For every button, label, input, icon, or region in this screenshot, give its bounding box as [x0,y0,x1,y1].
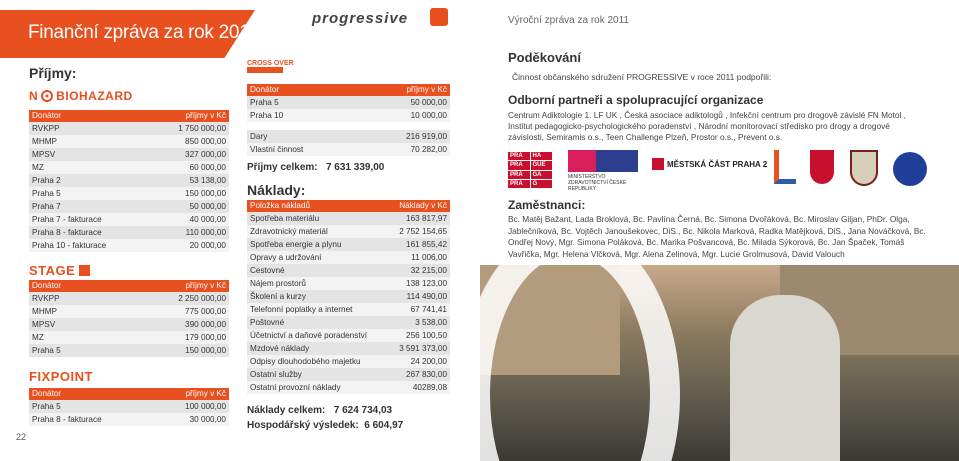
row-value: 30 000,00 [152,413,229,426]
header-value: Náklady v Kč [388,200,450,212]
row-value: 2 752 154,65 [388,225,450,238]
page-number: 22 [16,432,27,442]
row-label: Praha 8 - fakturace [29,413,152,426]
row-label: Praha 10 [247,109,340,122]
row-label: Praha 5 [247,96,340,109]
row-value: 216 919,00 [360,130,450,143]
row-value: 1 750 000,00 [149,122,229,135]
crossover-label: CROSS OVER [247,60,294,67]
crossover-logo-icon [247,67,283,73]
praha-logo-cell: PRA [508,152,530,160]
table-row [247,277,450,290]
row-value: 327 000,00 [149,148,229,161]
employees-heading: Zaměstnanci: [508,198,586,212]
brand-wordmark: progressive [312,10,409,27]
row-value: 850 000,00 [149,135,229,148]
mz-logo-icon [568,150,638,172]
mz-logo-text: MINISTERSTVO ZDRAVOTNICTVÍ ČESKÉ REPUBLIKY [568,174,627,192]
row-label: Opravy a udržování [247,251,388,264]
row-value: 67 741,41 [388,303,450,316]
prijmy-total [247,162,384,173]
table-row [247,290,450,303]
naklady-total [247,405,392,416]
employees-text: Bc. Matěj Bažant, Lada Broklová, Bc. Pavlína Černá, Bc. Simona Dvořáková, Bc. Miroslav Giljan, PhDr. Olga, Jablečníková, Bc. Vojtěch Janoušekovec, DiS., Bc. Nikola Marková, Radka Matějková, DiS., Jana Nováčková, Bc. Ondřej Nový, Mgr. Simona Poláková, Bc. Marika Pošvancová, Bc. Milada Sýkorová, Bc. Jan Špaček, Tomáš Vavřička, Mgr. Helena Vlčková, Mgr. Alena Zelinová, Mgr. Lucie Grolmusová, David Valouch [508,214,926,259]
table-row [29,122,229,135]
row-label: Spotřeba materiálu [247,212,388,225]
praha-logo-cell: PRA [508,161,530,169]
row-value: 256 100,50 [388,329,450,342]
row-value: 179 000,00 [108,331,229,344]
row-value: 267 830,00 [388,368,450,381]
table-header [29,110,229,122]
row-label: RVKPP [29,292,108,305]
row-label: MZ [29,161,149,174]
praha-logo-cell: PRA [508,171,530,179]
praha-logo-cell: GUE [531,161,553,169]
row-label: Účetnictví a daňové poradenství [247,329,388,342]
naklady-table [247,200,450,394]
row-label: Cestovné [247,264,388,277]
coat-of-arms-2-icon [850,150,878,186]
table-row [247,251,450,264]
naklady-heading: Náklady: [247,182,306,198]
row-label: Praha 5 [29,400,152,413]
table-row [247,303,450,316]
row-label: Ostatní provozní náklady [247,381,388,394]
table-row [247,96,450,109]
table-row [247,381,450,394]
table-row [247,143,450,156]
row-label: Praha 5 [29,187,149,200]
header-value: příjmy v Kč [149,110,229,122]
table-header [29,388,229,400]
row-label: Spotřeba energie a plynu [247,238,388,251]
header-value: příjmy v Kč [108,280,229,292]
praha-logo-cell: PRA [508,180,530,188]
page-title: Finanční zpráva za rok 2011 [28,22,259,43]
row-value: 390 000,00 [108,318,229,331]
podekovani-intro: Činnost občanského sdružení PROGRESSIVE v roce 2011 podpořili: [512,72,772,82]
table-row [29,187,229,200]
crossover-extra-table [247,130,450,156]
praha-logo-cell: HA [531,152,553,160]
fixpoint-label: FIXPOINT [29,369,93,384]
table-row [247,355,450,368]
brand-logo-icon [430,8,448,26]
table-row [29,148,229,161]
row-value: 3 591 373,00 [388,342,450,355]
row-value: 138 123,00 [388,277,450,290]
row-value: 150 000,00 [108,344,229,357]
row-value: 70 282,00 [360,143,450,156]
prijmy-total-label: Příjmy celkem: [247,162,318,173]
biohazard-label: BIOHAZARD [56,89,133,103]
row-label: MPSV [29,318,108,331]
table-row [247,130,450,143]
row-value: 60 000,00 [149,161,229,174]
stage-logo [29,263,90,278]
row-label: Zdravotnický materiál [247,225,388,238]
stage-table [29,280,229,357]
header-value: příjmy v Kč [152,388,229,400]
partner-logo-icon [774,150,796,184]
header-label: Donátor [29,388,152,400]
partners-text: Centrum Adiktologie 1. LF UK , Česká asociace adiktologů , Infekční centrum pro drogově závislé FN Motol , Institut pedagogicko-psychologického poradenství , Národní monitorovací středisko pro drogy a drogové závislosti, Semiramis o.s., Teen Challenge Plzeň, Prostor o.s., Prevent o.s. [508,110,906,142]
table-row [247,225,450,238]
row-label: Odpisy dlouhodobého majetku [247,355,388,368]
row-value: 3 538,00 [388,316,450,329]
biohazard-table [29,110,229,252]
row-value: 775 000,00 [108,305,229,318]
biohazard-icon [41,90,53,102]
row-value: 32 215,00 [388,264,450,277]
naklady-total-label: Náklady celkem: [247,405,326,416]
hosp-vysledek-label: Hospodářský výsledek: [247,420,359,431]
praha-logo-cell: GA [531,171,553,179]
table-row [247,316,450,329]
table-row [247,342,450,355]
naklady-total-value: 7 624 734,03 [333,405,393,416]
row-label: Praha 5 [29,344,108,357]
row-label: Vlastní činnost [247,143,360,156]
table-header [29,280,229,292]
stage-icon [79,265,90,276]
team-photo [480,265,959,461]
table-row [29,161,229,174]
mz-logo [568,150,638,190]
row-label: Praha 2 [29,174,149,187]
header-label: Donátor [29,280,108,292]
row-value: 2 250 000,00 [108,292,229,305]
prijmy-heading: Příjmy: [29,65,77,81]
table-row [29,200,229,213]
row-value: 50 000,00 [340,96,450,109]
coat-of-arms-1-icon [810,150,834,184]
praha-logo [508,152,552,188]
table-row [29,318,229,331]
table-row [29,292,229,305]
row-label: MPSV [29,148,149,161]
table-row [29,344,229,357]
table-row [29,305,229,318]
table-header [247,200,450,212]
table-row [29,213,229,226]
header-label: Donátor [29,110,149,122]
row-value: 161 855,42 [388,238,450,251]
running-head: Výroční zpráva za rok 2011 [508,15,629,26]
fixpoint-table [29,388,229,426]
row-label: Školení a kurzy [247,290,388,303]
hosp-vysledek-value: 6 604,97 [364,420,404,431]
header-label: Donátor [247,84,340,96]
row-label: RVKPP [29,122,149,135]
partners-heading: Odborní partneři a spolupracující organizace [508,93,764,107]
row-value: 40289,08 [388,381,450,394]
row-label: Praha 7 - fakturace [29,213,149,226]
row-label: Telefonní poplatky a internet [247,303,388,316]
table-row [29,331,229,344]
prijmy-total-value: 7 631 339,00 [325,162,385,173]
praha-logo-cell: G [531,180,553,188]
table-row [29,239,229,252]
table-row [247,264,450,277]
row-label: MHMP [29,305,108,318]
table-row [29,226,229,239]
table-row [29,135,229,148]
table-row [247,238,450,251]
row-value: 40 000,00 [149,213,229,226]
row-label: MHMP [29,135,149,148]
mc-praha2-text: MĚSTSKÁ ČÁST PRAHA 2 [667,159,768,169]
row-value: 114 490,00 [388,290,450,303]
hosp-vysledek [247,420,403,431]
row-value: 11 006,00 [388,251,450,264]
row-label: Dary [247,130,360,143]
row-value: 20 000,00 [149,239,229,252]
row-label: Praha 7 [29,200,149,213]
table-row [29,413,229,426]
row-value: 50 000,00 [149,200,229,213]
table-row [247,109,450,122]
table-row [247,368,450,381]
table-row [29,174,229,187]
row-label: Praha 8 - fakturace [29,226,149,239]
row-label: Mzdové náklady [247,342,388,355]
podekovani-heading: Poděkování [508,50,581,65]
row-label: Ostatní služby [247,368,388,381]
table-row [29,400,229,413]
header-label: Položka nákladů [247,200,388,212]
table-row [247,212,450,225]
stage-label: STAGE [29,263,76,278]
row-label: MZ [29,331,108,344]
row-value: 150 000,00 [149,187,229,200]
row-value: 100 000,00 [152,400,229,413]
row-value: 24 200,00 [388,355,450,368]
row-value: 53 138,00 [149,174,229,187]
mc-praha2-icon [652,158,664,170]
row-label: Nájem prostorů [247,277,388,290]
header-value: příjmy v Kč [340,84,450,96]
row-value: 163 817,97 [388,212,450,225]
row-label: Poštovné [247,316,388,329]
table-row [247,329,450,342]
mc-praha2-logo [652,158,767,170]
crossover-table [247,84,450,122]
row-value: 10 000,00 [340,109,450,122]
police-logo-icon [893,152,927,186]
row-value: 110 000,00 [149,226,229,239]
row-label: Praha 10 - fakturace [29,239,149,252]
biohazard-logo: N BIOHAZARD [29,89,133,103]
table-header [247,84,450,96]
